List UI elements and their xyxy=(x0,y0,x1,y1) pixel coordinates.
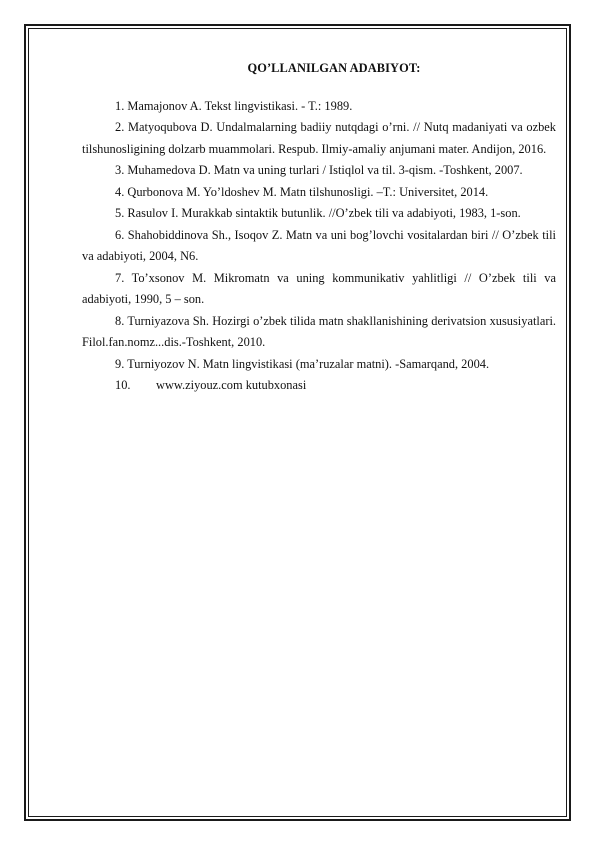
references-title: QO’LLANILGAN ADABIYOT: xyxy=(247,61,421,75)
reference-item-7: 7. To’xsonov M. Mikromatn va uning kommunikativ yahlitligi // O’zbek tili va adabiyoti, 1990, 5 – son. xyxy=(82,270,556,306)
reference-item-2: 2. Matyoqubova D. Undalmalarning badiiy nutqdagi o’rni. // Nutq madaniyati va ozbek tilshunosligining dolzarb muammolari. Respub. Ilmiy-amaliy anjumani mater. Andijon, 2016. xyxy=(82,120,556,156)
reference-item-8: 8. Turniyazova Sh. Hozirgi o’zbek tilida matn shakllanishining derivatsion xususiyatlari. Filol.fan.nomz...dis.-Toshkent, 2010. xyxy=(82,313,556,349)
reference-item-9: 9. Turniyozov N. Matn lingvistikasi (ma’ruzalar matni). -Samarqand, 2004. xyxy=(115,356,490,371)
reference-item-5: 5. Rasulov I. Murakkab sintaktik butunlik. //O’zbek tili va adabiyoti, 1983, 1-son. xyxy=(115,206,521,220)
reference-item-3: 3. Muhamedova D. Matn va uning turlari / Istiqlol va til. 3-qism. -Toshkent, 2007. xyxy=(115,163,523,177)
reference-item-4: 4. Qurbonova M. Yo’ldoshev M. Matn tilshunosligi. –T.: Universitet, 2014. xyxy=(115,184,489,199)
reference-10-link[interactable]: www.ziyouz.com kutubxonasi xyxy=(156,378,307,392)
reference-item-10 xyxy=(82,375,556,397)
reference-10-number: 10. xyxy=(115,378,131,392)
document-body xyxy=(82,58,556,397)
reference-item-1: 1. Mamajonov A. Tekst lingvistikasi. - T.: 1989. xyxy=(115,98,353,113)
reference-item-6: 6. Shahobiddinova Sh., Isoqov Z. Matn va uni bog’lovchi vositalardan biri // O’zbek tili va adabiyoti, 2004, N6. xyxy=(82,227,556,263)
